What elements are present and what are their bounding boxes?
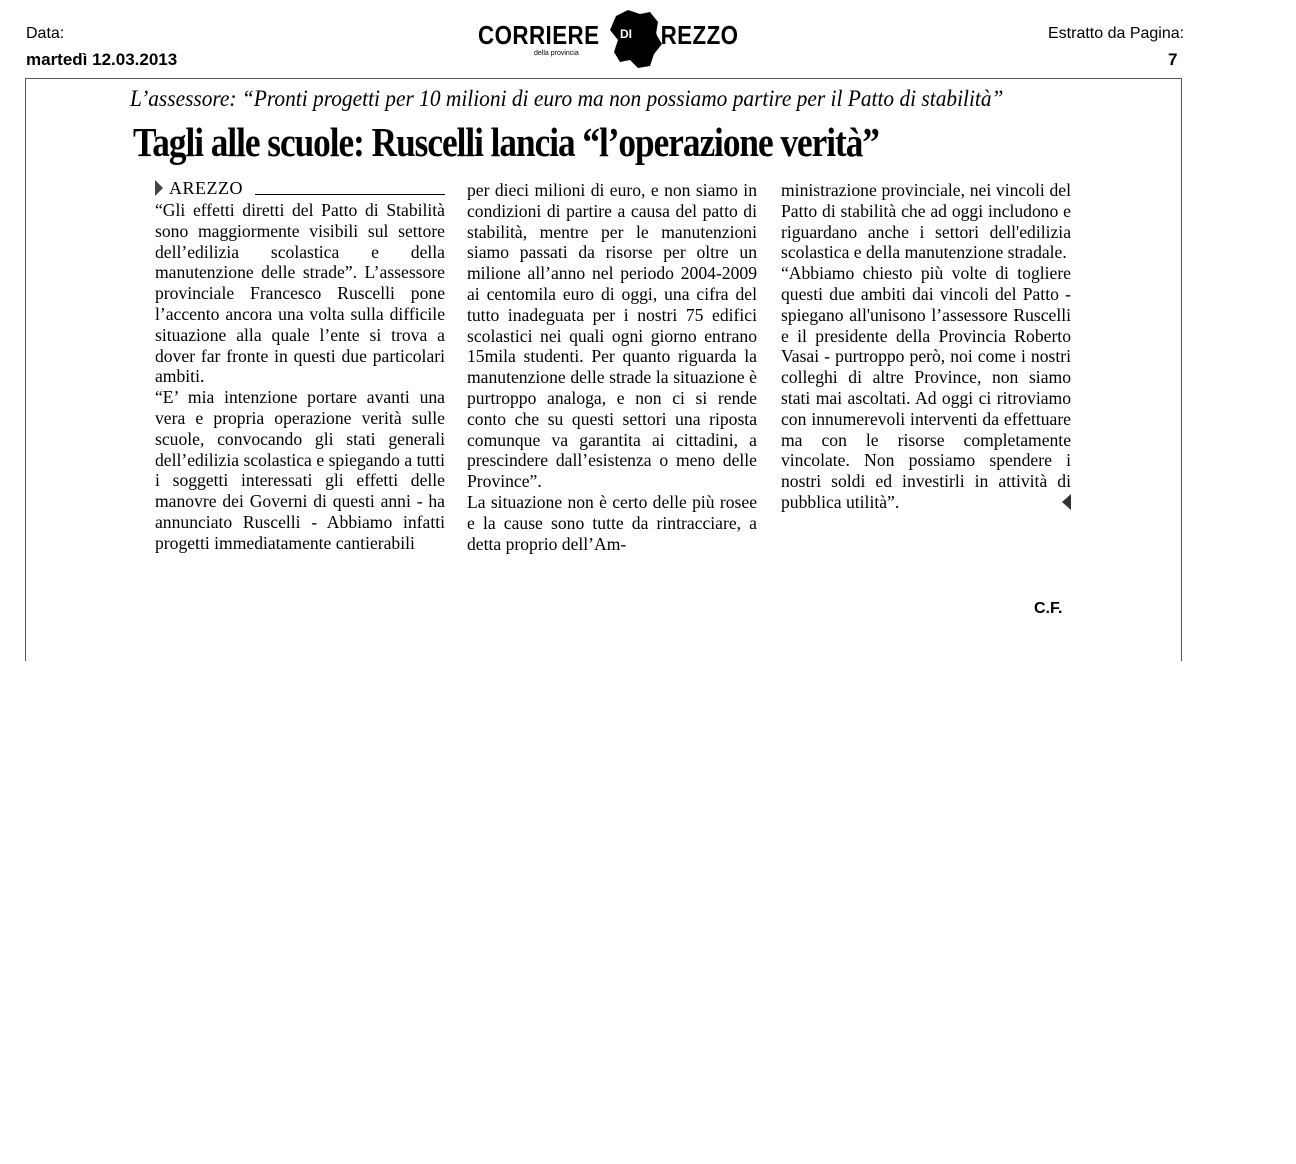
paragraph: La situazione non è certo delle più rosee e la cause sono tutte da rintracciare, a detta proprio dell’Am- [467,491,757,554]
article-column-2 [467,180,757,554]
paragraph-last-text: “Abbiamo chiesto più volte di togliere questi due ambiti dai vincoli del Patto - spiegano all'unisono l’assessore Ruscelli e il presidente della Provincia Roberto Vasai - purtroppo però, noi come i nostri colleghi di altre Province, non siamo stati mai ascoltati. Ad oggi ci ritroviamo con innumerevoli interventi da effettuare ma con le risorse completamente vincolate. Non possiamo spendere i nostri soldi ed investirli in attività di pubblica utilità”. [781,263,1071,512]
paragraph-last [781,263,1071,513]
paragraph: ministrazione provinciale, nei vincoli del Patto di stabilità che ad oggi includono e riguardano anche i settori dell'edilizia scolastica e della manutenzione stradale. [781,180,1071,263]
article-column-1 [155,200,445,554]
dateline [155,178,445,200]
dateline-rule [255,194,445,195]
masthead-left-text: CORRIERE [478,20,600,50]
author-signature: C.F. [1034,600,1063,617]
article-subhead: L’assessore: “Pronti progetti per 10 milioni di euro ma non possiamo partire per il Patto di stabilità” [130,86,1004,111]
end-of-article-icon [1062,494,1071,510]
publication-date: martedì 12.03.2013 [26,50,178,69]
dateline-text: AREZZO [169,178,243,198]
paragraph: “E’ mia intenzione portare avanti una vera e propria operazione verità sulle scuole, convocando gli stati generali dell’edilizia scolastica e spiegando a tutti i soggetti interessati gli effetti delle manovre dei Governi di questi anni - ha annunciato Ruscelli - Abbiamo infatti progetti immediatamente cantierabili [155,387,445,553]
masthead-right-text: AREZZO [644,20,739,50]
masthead-di: DI [620,27,632,41]
paragraph: “Gli effetti diretti del Patto di Stabilità sono maggiormente visibili sul settore dell’edilizia scolastica e della manutenzione delle strade”. L’assessore provinciale Francesco Ruscelli pone l’accento ancora una volta sulla difficile situazione alla quale l’ente si trova a dover far fronte in questi due particolari ambiti. [155,200,445,387]
article-headline: Tagli alle scuole: Ruscelli lancia “l’operazione verità” [133,119,879,165]
masthead-subtitle: della provincia [534,50,579,57]
date-label: Data: [26,25,65,42]
dateline-arrow-icon [155,180,163,196]
page-number: 7 [1168,50,1178,69]
article-column-3 [781,180,1071,513]
newspaper-masthead [478,8,739,70]
page-extract-label: Estratto da Pagina: [1048,25,1185,42]
paragraph: per dieci milioni di euro, e non siamo in condizioni di partire a causa del patto di stabilità, mentre per le manutenzioni siamo passati da risorse per oltre un milione all’anno nel periodo 2004-2009 ai centomila euro di oggi, una cifra del tutto inadeguata per i nostri 75 edifici scolastici nei quali ogni giorno entrano 15mila studenti. Per quanto riguarda la manutenzione delle strade la situazione è purtroppo analoga, e non ci si rende conto che su questi settori una riposta comunque va garantita ai cittadini, a prescindere dall’esistenza o meno delle Province”. [467,180,757,492]
